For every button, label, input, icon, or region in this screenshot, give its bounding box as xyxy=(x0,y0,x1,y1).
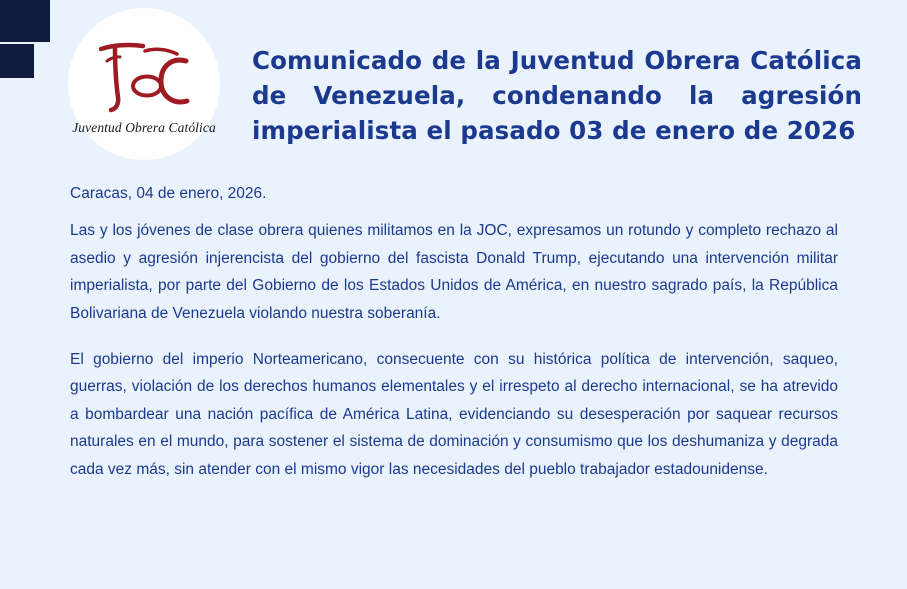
organization-logo xyxy=(68,8,220,160)
dateline: Caracas, 04 de enero, 2026. xyxy=(70,185,267,202)
paragraph-2: El gobierno del imperio Norteamericano, consecuente con su histórica política de intervención, saqueo, guerras, violación de los derechos humanos elementales y el irrespeto al derecho internacional, se ha atrevido a bombardear una nación pacífica de América Latina, evidenciando su desesperación por saquear recursos naturales en el mundo, para sostener el sistema de dominación y consumismo que los deshumaniza y degrada cada vez más, sin atender con el mismo vigor las necesidades del pueblo trabajador estadounidense. xyxy=(70,350,838,478)
logo-caption: Juventud Obrera Católica xyxy=(72,119,216,135)
document-body xyxy=(70,182,838,483)
page-title: Comunicado de la Juventud Obrera Católica de Venezuela, condenando la agresión imperialista el pasado 03 de enero de 2026 xyxy=(252,46,862,145)
joc-monogram-icon xyxy=(85,39,203,117)
paragraph-1: Las y los jóvenes de clase obrera quienes militamos en la JOC, expresamos un rotundo y completo rechazo al asedio y agresión injerencista del gobierno del fascista Donald Trump, ejecutando una intervención militar imperialista, por parte del Gobierno de los Estados Unidos de América, en nuestro sagrado país, la República Bolivariana de Venezuela violando nuestra soberanía. xyxy=(70,222,838,322)
corner-decoration-top xyxy=(0,0,50,42)
corner-decoration-bottom xyxy=(0,44,34,78)
